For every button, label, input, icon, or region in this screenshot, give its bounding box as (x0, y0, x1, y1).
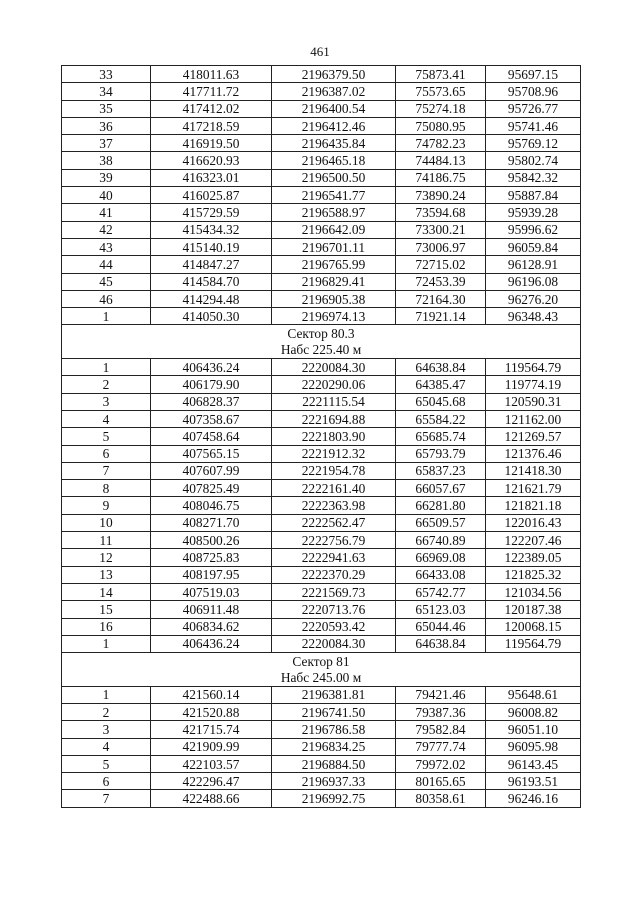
x-local-cell: 64638.84 (396, 359, 486, 376)
x-local-cell: 75573.65 (396, 83, 486, 100)
x-local-cell: 65584.22 (396, 410, 486, 427)
table-row (62, 566, 581, 583)
y-local-cell: 119774.19 (486, 376, 581, 393)
table-row (62, 359, 581, 376)
table-row (62, 428, 581, 445)
point-number-cell: 7 (62, 462, 151, 479)
sector-absolute-height: Набс 225.40 м (62, 342, 581, 359)
y-local-cell: 95741.46 (486, 117, 581, 134)
table-row (62, 117, 581, 134)
x-local-cell: 75080.95 (396, 117, 486, 134)
x-local-cell: 73300.21 (396, 221, 486, 238)
y-coordinate-cell: 2222756.79 (272, 532, 396, 549)
x-local-cell: 74484.13 (396, 152, 486, 169)
table-row (62, 773, 581, 790)
y-coordinate-cell: 2196834.25 (272, 738, 396, 755)
y-local-cell: 96246.16 (486, 790, 581, 807)
y-local-cell: 120590.31 (486, 393, 581, 410)
y-local-cell: 95648.61 (486, 686, 581, 703)
table-row (62, 100, 581, 117)
x-coordinate-cell: 417218.59 (151, 117, 272, 134)
x-coordinate-cell: 416620.93 (151, 152, 272, 169)
x-local-cell: 65837.23 (396, 462, 486, 479)
sector-heading-row (62, 653, 581, 670)
y-local-cell: 96193.51 (486, 773, 581, 790)
x-coordinate-cell: 416025.87 (151, 187, 272, 204)
x-coordinate-cell: 421715.74 (151, 721, 272, 738)
x-coordinate-cell: 408046.75 (151, 497, 272, 514)
y-coordinate-cell: 2196992.75 (272, 790, 396, 807)
y-coordinate-cell: 2196465.18 (272, 152, 396, 169)
y-coordinate-cell: 2220084.30 (272, 635, 396, 652)
x-local-cell: 74186.75 (396, 169, 486, 186)
x-local-cell: 79421.46 (396, 686, 486, 703)
x-coordinate-cell: 416919.50 (151, 135, 272, 152)
point-number-cell: 3 (62, 721, 151, 738)
point-number-cell: 33 (62, 66, 151, 83)
table-row (62, 686, 581, 703)
x-coordinate-cell: 422296.47 (151, 773, 272, 790)
table-row (62, 66, 581, 83)
y-local-cell: 95887.84 (486, 187, 581, 204)
table-row (62, 601, 581, 618)
table-row (62, 738, 581, 755)
y-local-cell: 121821.18 (486, 497, 581, 514)
point-number-cell: 36 (62, 117, 151, 134)
table-row (62, 549, 581, 566)
y-coordinate-cell: 2196701.11 (272, 238, 396, 255)
table-row (62, 152, 581, 169)
point-number-cell: 4 (62, 410, 151, 427)
x-coordinate-cell: 422103.57 (151, 755, 272, 772)
x-coordinate-cell: 408271.70 (151, 514, 272, 531)
x-local-cell: 66433.08 (396, 566, 486, 583)
x-coordinate-cell: 415434.32 (151, 221, 272, 238)
x-local-cell: 75873.41 (396, 66, 486, 83)
y-coordinate-cell: 2222562.47 (272, 514, 396, 531)
x-coordinate-cell: 415729.59 (151, 204, 272, 221)
y-local-cell: 95842.32 (486, 169, 581, 186)
y-coordinate-cell: 2220084.30 (272, 359, 396, 376)
y-coordinate-cell: 2196829.41 (272, 273, 396, 290)
point-number-cell: 2 (62, 703, 151, 720)
y-coordinate-cell: 2196588.97 (272, 204, 396, 221)
point-number-cell: 9 (62, 497, 151, 514)
point-number-cell: 45 (62, 273, 151, 290)
point-number-cell: 40 (62, 187, 151, 204)
table-row (62, 618, 581, 635)
y-coordinate-cell: 2196379.50 (272, 66, 396, 83)
y-coordinate-cell: 2196642.09 (272, 221, 396, 238)
y-coordinate-cell: 2196381.81 (272, 686, 396, 703)
table-row (62, 187, 581, 204)
y-coordinate-cell: 2221569.73 (272, 583, 396, 600)
table-row (62, 755, 581, 772)
table-row (62, 445, 581, 462)
x-coordinate-cell: 406179.90 (151, 376, 272, 393)
point-number-cell: 4 (62, 738, 151, 755)
y-coordinate-cell: 2196884.50 (272, 755, 396, 772)
y-local-cell: 122389.05 (486, 549, 581, 566)
y-coordinate-cell: 2220593.42 (272, 618, 396, 635)
sector-title: Сектор 81 (62, 653, 581, 670)
point-number-cell: 46 (62, 290, 151, 307)
sector-heading-row (62, 325, 581, 342)
y-local-cell: 96276.20 (486, 290, 581, 307)
y-local-cell: 95726.77 (486, 100, 581, 117)
y-local-cell: 120068.15 (486, 618, 581, 635)
x-local-cell: 66281.80 (396, 497, 486, 514)
y-local-cell: 95802.74 (486, 152, 581, 169)
x-local-cell: 64385.47 (396, 376, 486, 393)
coordinates-table-body (62, 66, 581, 808)
x-coordinate-cell: 408725.83 (151, 549, 272, 566)
point-number-cell: 7 (62, 790, 151, 807)
y-local-cell: 121418.30 (486, 462, 581, 479)
point-number-cell: 5 (62, 755, 151, 772)
x-local-cell: 64638.84 (396, 635, 486, 652)
table-row (62, 497, 581, 514)
point-number-cell: 12 (62, 549, 151, 566)
point-number-cell: 1 (62, 635, 151, 652)
y-local-cell: 96051.10 (486, 721, 581, 738)
x-local-cell: 74782.23 (396, 135, 486, 152)
point-number-cell: 35 (62, 100, 151, 117)
x-local-cell: 75274.18 (396, 100, 486, 117)
y-local-cell: 96095.98 (486, 738, 581, 755)
x-coordinate-cell: 407458.64 (151, 428, 272, 445)
x-coordinate-cell: 407607.99 (151, 462, 272, 479)
y-local-cell: 95708.96 (486, 83, 581, 100)
table-row (62, 290, 581, 307)
point-number-cell: 2 (62, 376, 151, 393)
x-coordinate-cell: 421520.88 (151, 703, 272, 720)
x-coordinate-cell: 406436.24 (151, 635, 272, 652)
point-number-cell: 11 (62, 532, 151, 549)
y-local-cell: 122207.46 (486, 532, 581, 549)
x-local-cell: 65044.46 (396, 618, 486, 635)
y-local-cell: 96128.91 (486, 256, 581, 273)
x-local-cell: 71921.14 (396, 308, 486, 325)
point-number-cell: 42 (62, 221, 151, 238)
sector-height-row (62, 669, 581, 686)
table-row (62, 462, 581, 479)
y-local-cell: 95769.12 (486, 135, 581, 152)
point-number-cell: 16 (62, 618, 151, 635)
x-local-cell: 80358.61 (396, 790, 486, 807)
x-coordinate-cell: 406834.62 (151, 618, 272, 635)
x-coordinate-cell: 407358.67 (151, 410, 272, 427)
point-number-cell: 34 (62, 83, 151, 100)
x-local-cell: 73006.97 (396, 238, 486, 255)
point-number-cell: 14 (62, 583, 151, 600)
point-number-cell: 5 (62, 428, 151, 445)
x-coordinate-cell: 408197.95 (151, 566, 272, 583)
x-local-cell: 66969.08 (396, 549, 486, 566)
point-number-cell: 15 (62, 601, 151, 618)
point-number-cell: 6 (62, 445, 151, 462)
point-number-cell: 37 (62, 135, 151, 152)
table-row (62, 703, 581, 720)
x-coordinate-cell: 421560.14 (151, 686, 272, 703)
x-coordinate-cell: 421909.99 (151, 738, 272, 755)
x-local-cell: 66057.67 (396, 480, 486, 497)
x-coordinate-cell: 417711.72 (151, 83, 272, 100)
y-coordinate-cell: 2222161.40 (272, 480, 396, 497)
x-local-cell: 72715.02 (396, 256, 486, 273)
page-number: 461 (310, 44, 330, 59)
point-number-cell: 1 (62, 686, 151, 703)
y-coordinate-cell: 2196905.38 (272, 290, 396, 307)
y-coordinate-cell: 2221954.78 (272, 462, 396, 479)
x-local-cell: 65793.79 (396, 445, 486, 462)
y-local-cell: 122016.43 (486, 514, 581, 531)
y-coordinate-cell: 2196435.84 (272, 135, 396, 152)
x-coordinate-cell: 414294.48 (151, 290, 272, 307)
x-local-cell: 79777.74 (396, 738, 486, 755)
x-local-cell: 65045.68 (396, 393, 486, 410)
y-coordinate-cell: 2196741.50 (272, 703, 396, 720)
table-row (62, 169, 581, 186)
x-local-cell: 65123.03 (396, 601, 486, 618)
y-coordinate-cell: 2222363.98 (272, 497, 396, 514)
x-local-cell: 79387.36 (396, 703, 486, 720)
y-coordinate-cell: 2221912.32 (272, 445, 396, 462)
point-number-cell: 44 (62, 256, 151, 273)
table-row (62, 583, 581, 600)
y-coordinate-cell: 2221803.90 (272, 428, 396, 445)
y-local-cell: 95996.62 (486, 221, 581, 238)
y-coordinate-cell: 2220713.76 (272, 601, 396, 618)
x-coordinate-cell: 414847.27 (151, 256, 272, 273)
sector-title: Сектор 80.3 (62, 325, 581, 342)
y-local-cell: 96196.08 (486, 273, 581, 290)
y-coordinate-cell: 2221694.88 (272, 410, 396, 427)
y-coordinate-cell: 2222370.29 (272, 566, 396, 583)
x-coordinate-cell: 406436.24 (151, 359, 272, 376)
y-coordinate-cell: 2196541.77 (272, 187, 396, 204)
x-coordinate-cell: 414050.30 (151, 308, 272, 325)
table-row (62, 135, 581, 152)
y-coordinate-cell: 2196412.46 (272, 117, 396, 134)
x-local-cell: 66740.89 (396, 532, 486, 549)
point-number-cell: 38 (62, 152, 151, 169)
y-coordinate-cell: 2196765.99 (272, 256, 396, 273)
table-row (62, 532, 581, 549)
x-coordinate-cell: 407565.15 (151, 445, 272, 462)
y-local-cell: 119564.79 (486, 359, 581, 376)
y-local-cell: 95939.28 (486, 204, 581, 221)
point-number-cell: 1 (62, 359, 151, 376)
point-number-cell: 3 (62, 393, 151, 410)
table-row (62, 480, 581, 497)
y-coordinate-cell: 2196937.33 (272, 773, 396, 790)
x-local-cell: 66509.57 (396, 514, 486, 531)
table-row (62, 204, 581, 221)
x-coordinate-cell: 407519.03 (151, 583, 272, 600)
table-row (62, 376, 581, 393)
coordinates-table (61, 65, 581, 808)
y-local-cell: 96348.43 (486, 308, 581, 325)
y-local-cell: 121621.79 (486, 480, 581, 497)
point-number-cell: 8 (62, 480, 151, 497)
x-coordinate-cell: 416323.01 (151, 169, 272, 186)
sector-height-row (62, 342, 581, 359)
table-row (62, 221, 581, 238)
table-row (62, 308, 581, 325)
point-number-cell: 41 (62, 204, 151, 221)
point-number-cell: 39 (62, 169, 151, 186)
x-local-cell: 79972.02 (396, 755, 486, 772)
x-coordinate-cell: 408500.26 (151, 532, 272, 549)
table-row (62, 256, 581, 273)
y-coordinate-cell: 2196500.50 (272, 169, 396, 186)
y-local-cell: 95697.15 (486, 66, 581, 83)
sector-absolute-height: Набс 245.00 м (62, 669, 581, 686)
table-row (62, 273, 581, 290)
table-row (62, 635, 581, 652)
x-coordinate-cell: 406911.48 (151, 601, 272, 618)
point-number-cell: 13 (62, 566, 151, 583)
x-local-cell: 73594.68 (396, 204, 486, 221)
table-row (62, 393, 581, 410)
table-row (62, 514, 581, 531)
table-row (62, 721, 581, 738)
point-number-cell: 1 (62, 308, 151, 325)
y-coordinate-cell: 2196786.58 (272, 721, 396, 738)
point-number-cell: 10 (62, 514, 151, 531)
table-row (62, 410, 581, 427)
x-coordinate-cell: 417412.02 (151, 100, 272, 117)
x-coordinate-cell: 422488.66 (151, 790, 272, 807)
table-row (62, 238, 581, 255)
y-coordinate-cell: 2222941.63 (272, 549, 396, 566)
y-local-cell: 96008.82 (486, 703, 581, 720)
x-local-cell: 73890.24 (396, 187, 486, 204)
point-number-cell: 43 (62, 238, 151, 255)
x-coordinate-cell: 415140.19 (151, 238, 272, 255)
y-local-cell: 96143.45 (486, 755, 581, 772)
table-row (62, 790, 581, 807)
x-coordinate-cell: 418011.63 (151, 66, 272, 83)
x-coordinate-cell: 406828.37 (151, 393, 272, 410)
x-local-cell: 65742.77 (396, 583, 486, 600)
y-local-cell: 121162.00 (486, 410, 581, 427)
y-local-cell: 119564.79 (486, 635, 581, 652)
x-local-cell: 72453.39 (396, 273, 486, 290)
y-coordinate-cell: 2196387.02 (272, 83, 396, 100)
point-number-cell: 6 (62, 773, 151, 790)
x-coordinate-cell: 414584.70 (151, 273, 272, 290)
y-coordinate-cell: 2221115.54 (272, 393, 396, 410)
y-local-cell: 121825.32 (486, 566, 581, 583)
x-local-cell: 79582.84 (396, 721, 486, 738)
y-local-cell: 121376.46 (486, 445, 581, 462)
y-coordinate-cell: 2196974.13 (272, 308, 396, 325)
y-local-cell: 120187.38 (486, 601, 581, 618)
y-local-cell: 121034.56 (486, 583, 581, 600)
y-local-cell: 121269.57 (486, 428, 581, 445)
x-local-cell: 72164.30 (396, 290, 486, 307)
y-coordinate-cell: 2196400.54 (272, 100, 396, 117)
x-local-cell: 80165.65 (396, 773, 486, 790)
x-local-cell: 65685.74 (396, 428, 486, 445)
x-coordinate-cell: 407825.49 (151, 480, 272, 497)
y-local-cell: 96059.84 (486, 238, 581, 255)
table-row (62, 83, 581, 100)
y-coordinate-cell: 2220290.06 (272, 376, 396, 393)
